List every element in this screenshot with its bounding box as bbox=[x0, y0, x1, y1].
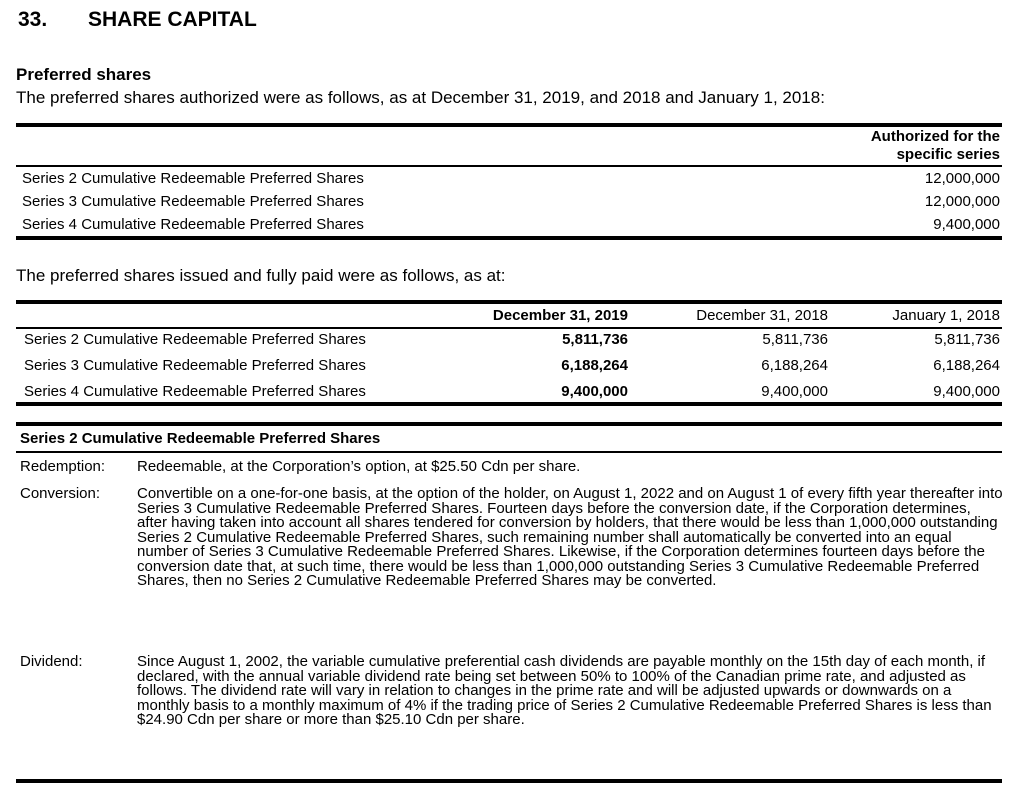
cell-value: 6,188,264 bbox=[933, 357, 1000, 374]
table-top-rule bbox=[16, 123, 1002, 127]
column-header-dec-2019: December 31, 2019 bbox=[492, 307, 628, 324]
cell-value: 5,811,736 bbox=[934, 331, 1000, 348]
row-label: Series 4 Cumulative Redeemable Preferred Shares bbox=[24, 383, 366, 400]
series2-title: Series 2 Cumulative Redeemable Preferred Shares bbox=[20, 430, 381, 447]
table-header-rule bbox=[16, 327, 1002, 329]
cell-value: 6,188,264 bbox=[561, 357, 628, 374]
section-number: 33. bbox=[18, 8, 48, 31]
cell-value: 9,400,000 bbox=[561, 383, 628, 400]
terms-bottom-rule bbox=[16, 779, 1002, 783]
row-label: Series 3 Cumulative Redeemable Preferred Shares bbox=[22, 193, 364, 210]
authorized-column-header bbox=[800, 128, 1000, 164]
table-bottom-rule bbox=[16, 402, 1002, 406]
terms-title-rule bbox=[16, 451, 1002, 453]
row-value: 12,000,000 bbox=[924, 193, 1000, 210]
column-header-dec-2018: December 31, 2018 bbox=[696, 307, 828, 324]
row-label: Series 2 Cumulative Redeemable Preferred Shares bbox=[22, 170, 364, 187]
row-label: Series 2 Cumulative Redeemable Preferred Shares bbox=[24, 331, 366, 348]
cell-value: 9,400,000 bbox=[933, 383, 1000, 400]
cell-value: 9,400,000 bbox=[761, 383, 828, 400]
authorized-intro: The preferred shares authorized were as follows, as at December 31, 2019, and 2018 and January 1, 2018: bbox=[16, 88, 825, 107]
section-heading bbox=[18, 8, 257, 32]
row-value: 9,400,000 bbox=[933, 216, 1000, 233]
dividend-text: Since August 1, 2002, the variable cumulative preferential cash dividends are payable monthly on the 15th day of each month, if declared, with the annual variable dividend rate being set between 50% to 100% of the Canadian prime rate, and adjusted as follows. The dividend rate will vary in relation to changes in the prime rate and will be adjusted upwards or downwards on a monthly basis to a monthly maximum of 4% if the trading price of Series 2 Cumulative Redeemable Preferred Shares is less than $24.90 Cdn per share or more than $25.10 Cdn per share. bbox=[137, 653, 992, 728]
authorized-header-line2: specific series bbox=[896, 146, 1000, 163]
cell-value: 5,811,736 bbox=[762, 331, 828, 348]
conversion-label: Conversion: bbox=[20, 485, 101, 502]
dividend-label: Dividend: bbox=[20, 653, 83, 670]
redemption-text: Redeemable, at the Corporation’s option, at $25.50 Cdn per share. bbox=[137, 458, 581, 475]
table-top-rule bbox=[16, 300, 1002, 304]
row-label: Series 4 Cumulative Redeemable Preferred Shares bbox=[22, 216, 364, 233]
column-header-jan-2018: January 1, 2018 bbox=[892, 307, 1000, 324]
conversion-text: Convertible on a one-for-one basis, at the option of the holder, on August 1, 2022 and on August 1 of every fifth year thereafter into Series 3 Cumulative Redeemable Preferred Shares. Fourteen days before the conversion date, if the Corporation determines, after having taken into account all shares tendered for conversion by holders, that there would be less than 1,000,000 outstanding Series 2 Cumulative Redeemable Preferred Shares, such remaining number shall automatically be converted into an equal number of Series 3 Cumulative Redeemable Preferred Shares. Likewise, if the Corporation determines fourteen days before the conversion date that, at such time, there would be less than 1,000,000 outstanding Series 3 Cumulative Redeemable Preferred Shares, then no Series 2 Cumulative Redeemable Preferred Shares may be converted. bbox=[137, 485, 1003, 589]
redemption-label: Redemption: bbox=[20, 458, 106, 475]
preferred-shares-heading: Preferred shares bbox=[16, 65, 152, 84]
cell-value: 6,188,264 bbox=[761, 357, 828, 374]
row-value: 12,000,000 bbox=[924, 170, 1000, 187]
row-label: Series 3 Cumulative Redeemable Preferred Shares bbox=[24, 357, 366, 374]
table-header-rule bbox=[16, 165, 1002, 167]
terms-top-rule bbox=[16, 422, 1002, 426]
issued-intro: The preferred shares issued and fully paid were as follows, as at: bbox=[16, 266, 506, 285]
cell-value: 5,811,736 bbox=[562, 331, 628, 348]
authorized-header-line1: Authorized for the bbox=[870, 128, 1000, 145]
section-title: SHARE CAPITAL bbox=[88, 8, 257, 31]
table-bottom-rule bbox=[16, 236, 1002, 240]
